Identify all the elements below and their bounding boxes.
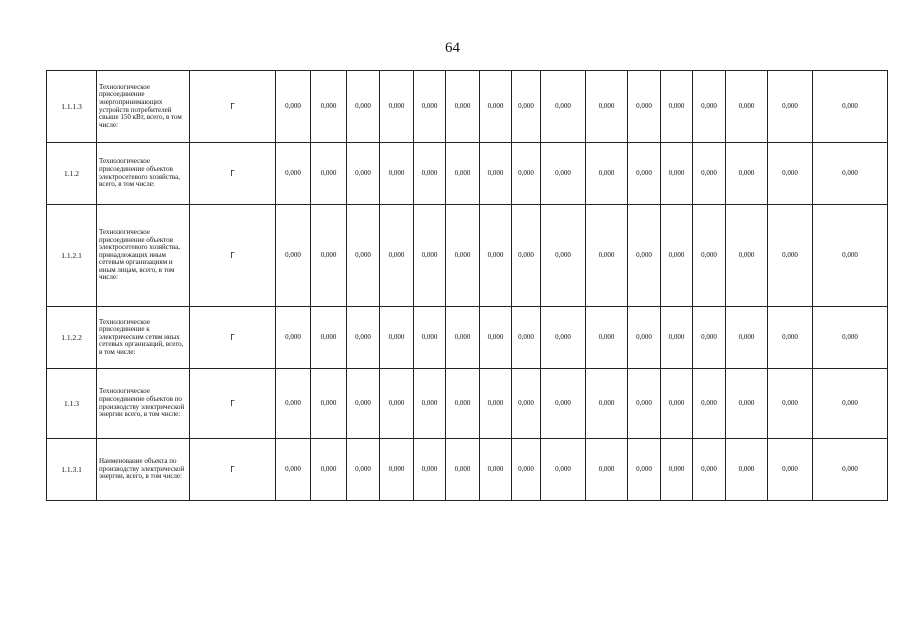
value-cell: 0,000 bbox=[311, 71, 347, 143]
value-cell: 0,000 bbox=[347, 439, 380, 501]
value-cell: 0,000 bbox=[693, 369, 726, 439]
data-table bbox=[46, 70, 888, 501]
value-cell: 0,000 bbox=[726, 307, 768, 369]
value-cell: 0,000 bbox=[380, 307, 414, 369]
value-cell: 0,000 bbox=[480, 143, 512, 205]
value-cell: 0,000 bbox=[661, 143, 693, 205]
value-cell: 0,000 bbox=[768, 71, 813, 143]
value-cell: 0,000 bbox=[726, 71, 768, 143]
value-cell: 0,000 bbox=[512, 71, 541, 143]
value-cell: 0,000 bbox=[347, 369, 380, 439]
value-cell: 0,000 bbox=[512, 439, 541, 501]
row-unit: Г bbox=[190, 439, 276, 501]
value-cell: 0,000 bbox=[813, 143, 888, 205]
value-cell: 0,000 bbox=[480, 439, 512, 501]
value-cell: 0,000 bbox=[726, 439, 768, 501]
row-code: 1.1.3 bbox=[47, 369, 97, 439]
value-cell: 0,000 bbox=[446, 143, 480, 205]
page-number: 64 bbox=[445, 40, 460, 56]
row-code: 1.1.1.3 bbox=[47, 71, 97, 143]
value-cell: 0,000 bbox=[661, 71, 693, 143]
row-name: Технологическое присоединение объектов электросетевого хозяйства, всего, в том числе: bbox=[97, 143, 190, 205]
value-cell: 0,000 bbox=[347, 307, 380, 369]
table-row bbox=[47, 307, 888, 369]
value-cell: 0,000 bbox=[276, 205, 311, 307]
value-cell: 0,000 bbox=[446, 205, 480, 307]
value-cell: 0,000 bbox=[541, 143, 586, 205]
value-cell: 0,000 bbox=[628, 71, 661, 143]
value-cell: 0,000 bbox=[347, 143, 380, 205]
value-cell: 0,000 bbox=[414, 143, 446, 205]
value-cell: 0,000 bbox=[813, 71, 888, 143]
value-cell: 0,000 bbox=[726, 369, 768, 439]
row-code: 1.1.2.2 bbox=[47, 307, 97, 369]
value-cell: 0,000 bbox=[446, 307, 480, 369]
value-cell: 0,000 bbox=[813, 307, 888, 369]
value-cell: 0,000 bbox=[813, 205, 888, 307]
value-cell: 0,000 bbox=[414, 71, 446, 143]
row-unit: Г bbox=[190, 143, 276, 205]
value-cell: 0,000 bbox=[541, 369, 586, 439]
value-cell: 0,000 bbox=[512, 143, 541, 205]
value-cell: 0,000 bbox=[512, 369, 541, 439]
value-cell: 0,000 bbox=[586, 205, 628, 307]
table-row bbox=[47, 205, 888, 307]
value-cell: 0,000 bbox=[276, 143, 311, 205]
value-cell: 0,000 bbox=[661, 369, 693, 439]
value-cell: 0,000 bbox=[661, 307, 693, 369]
value-cell: 0,000 bbox=[414, 205, 446, 307]
value-cell: 0,000 bbox=[347, 205, 380, 307]
value-cell: 0,000 bbox=[628, 439, 661, 501]
value-cell: 0,000 bbox=[586, 439, 628, 501]
row-unit: Г bbox=[190, 71, 276, 143]
row-name: Наименование объекта по производству электрической энергии, всего, в том числе: bbox=[97, 439, 190, 501]
value-cell: 0,000 bbox=[311, 143, 347, 205]
value-cell: 0,000 bbox=[726, 205, 768, 307]
value-cell: 0,000 bbox=[628, 369, 661, 439]
value-cell: 0,000 bbox=[693, 143, 726, 205]
value-cell: 0,000 bbox=[380, 439, 414, 501]
value-cell: 0,000 bbox=[541, 307, 586, 369]
value-cell: 0,000 bbox=[414, 369, 446, 439]
value-cell: 0,000 bbox=[347, 71, 380, 143]
value-cell: 0,000 bbox=[768, 205, 813, 307]
row-name: Технологическое присоединение энергопринимающих устройств потребителей свыше 150 кВт, всего, в том числе: bbox=[97, 71, 190, 143]
table-row bbox=[47, 369, 888, 439]
row-code: 1.1.2 bbox=[47, 143, 97, 205]
table-row bbox=[47, 143, 888, 205]
value-cell: 0,000 bbox=[311, 205, 347, 307]
value-cell: 0,000 bbox=[768, 369, 813, 439]
value-cell: 0,000 bbox=[414, 439, 446, 501]
value-cell: 0,000 bbox=[693, 307, 726, 369]
value-cell: 0,000 bbox=[512, 307, 541, 369]
value-cell: 0,000 bbox=[586, 71, 628, 143]
value-cell: 0,000 bbox=[586, 307, 628, 369]
value-cell: 0,000 bbox=[480, 205, 512, 307]
value-cell: 0,000 bbox=[541, 439, 586, 501]
value-cell: 0,000 bbox=[541, 205, 586, 307]
table-body bbox=[47, 71, 888, 501]
row-unit: Г bbox=[190, 369, 276, 439]
row-name: Технологическое присоединение к электрическим сетям иных сетевых организаций, всего, в том числе: bbox=[97, 307, 190, 369]
row-code: 1.1.2.1 bbox=[47, 205, 97, 307]
value-cell: 0,000 bbox=[586, 143, 628, 205]
value-cell: 0,000 bbox=[446, 439, 480, 501]
value-cell: 0,000 bbox=[661, 439, 693, 501]
value-cell: 0,000 bbox=[768, 143, 813, 205]
value-cell: 0,000 bbox=[414, 307, 446, 369]
value-cell: 0,000 bbox=[480, 71, 512, 143]
value-cell: 0,000 bbox=[276, 307, 311, 369]
table-row bbox=[47, 71, 888, 143]
value-cell: 0,000 bbox=[380, 369, 414, 439]
value-cell: 0,000 bbox=[813, 369, 888, 439]
value-cell: 0,000 bbox=[586, 369, 628, 439]
value-cell: 0,000 bbox=[661, 205, 693, 307]
row-unit: Г bbox=[190, 205, 276, 307]
row-unit: Г bbox=[190, 307, 276, 369]
value-cell: 0,000 bbox=[693, 71, 726, 143]
value-cell: 0,000 bbox=[311, 307, 347, 369]
table-row bbox=[47, 439, 888, 501]
value-cell: 0,000 bbox=[693, 439, 726, 501]
value-cell: 0,000 bbox=[276, 71, 311, 143]
value-cell: 0,000 bbox=[628, 143, 661, 205]
value-cell: 0,000 bbox=[446, 71, 480, 143]
value-cell: 0,000 bbox=[768, 307, 813, 369]
value-cell: 0,000 bbox=[446, 369, 480, 439]
value-cell: 0,000 bbox=[311, 439, 347, 501]
row-name: Технологическое присоединение объектов электросетевого хозяйства, принадлежащих иным сетевым организациям и иным лицам, всего, в том числе: bbox=[97, 205, 190, 307]
value-cell: 0,000 bbox=[512, 205, 541, 307]
row-code: 1.1.3.1 bbox=[47, 439, 97, 501]
value-cell: 0,000 bbox=[380, 205, 414, 307]
value-cell: 0,000 bbox=[693, 205, 726, 307]
value-cell: 0,000 bbox=[276, 369, 311, 439]
value-cell: 0,000 bbox=[726, 143, 768, 205]
value-cell: 0,000 bbox=[541, 71, 586, 143]
value-cell: 0,000 bbox=[768, 439, 813, 501]
value-cell: 0,000 bbox=[480, 307, 512, 369]
value-cell: 0,000 bbox=[628, 205, 661, 307]
value-cell: 0,000 bbox=[380, 71, 414, 143]
value-cell: 0,000 bbox=[628, 307, 661, 369]
value-cell: 0,000 bbox=[311, 369, 347, 439]
row-name: Технологическое присоединение объектов по производству электрической энергии всего, в том числе: bbox=[97, 369, 190, 439]
value-cell: 0,000 bbox=[380, 143, 414, 205]
value-cell: 0,000 bbox=[813, 439, 888, 501]
value-cell: 0,000 bbox=[480, 369, 512, 439]
value-cell: 0,000 bbox=[276, 439, 311, 501]
